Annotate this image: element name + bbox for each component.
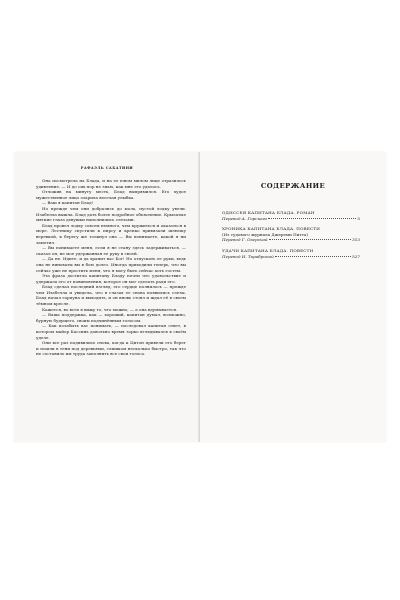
- paragraph: Отложив на минуту месть, Блад выпрямился. Его худое мужественное лицо озарила веселая улыбка.: [36, 189, 186, 200]
- paragraph: Она посмотрела на Блада, и на ее юном милом лице отразилось удивление. — И до сих пор не знаю, как мне это удалось.: [36, 178, 186, 189]
- running-head: РАФАЭЛЬ САБАТИНИ: [80, 166, 134, 170]
- dot-leader: [268, 218, 356, 219]
- paragraph: Кажется, во всех я вижу то, что можно, — а она вдумывается.: [42, 306, 178, 312]
- toc-translator: Перевод Г. Озерской: [222, 237, 268, 243]
- paragraph: Эта фраза достигла капитану Бладу почти что удовольствие и удержала его от повиновения, которое он мог сделать ради его.: [36, 273, 186, 284]
- toc-entry-line: [222, 254, 360, 260]
- paragraph: — Ваш я капитан Блад!: [42, 200, 94, 206]
- paragraph: — Вы понимаете меня, если я не стану здесь задерживаться, — сказал он, не мое удержанная ее руку в своей.: [36, 245, 186, 256]
- paragraph: Блад провел лодку совсем немного, чем кружиться и оказаться в море. Лестницу спустили к пирсу и крепко привязали шлюпку веревкой, к берегу же толкнул она — Вы понимаете, какой я ни заметил.: [36, 222, 186, 245]
- toc-entry: [222, 210, 360, 221]
- right-page: [200, 152, 386, 442]
- toc-title: СОДЕРЖАНИЕ: [260, 182, 326, 190]
- body-text: [36, 178, 186, 357]
- dot-leader: [269, 239, 352, 240]
- toc-entry-line: [222, 216, 360, 222]
- toc-page-number: 527: [352, 253, 360, 259]
- paragraph: — Да не. Идите, и да хранит вас Бог! Но отпускать ее руки, ведь она не виноваты вы в бою долго. Иногда приходили теперь, что вы сейчас уже не простить меня, что я могу быть сейчас хоть гостем.: [36, 256, 186, 273]
- toc-entry-heading: ХРОНИКА КАПИТАНА БЛАДА. ПОВЕСТИ: [222, 226, 321, 232]
- toc-page-number: 5: [357, 215, 360, 221]
- dot-leader: [275, 256, 351, 257]
- paragraph: Они все раз подивились снова, когда к Цитон привели его берег и пошли в тени под деревьями, слишком несколько быстро, так что не составило им труда заполнить все свои голоса.: [36, 340, 186, 357]
- toc-entry: [222, 248, 360, 259]
- paragraph: Блад сделал последний взгляд, его сердце полнилось — прежде чем Изабелла и увидела, что в глазах ее снова появились слезы. Блад начал гарпуна и выходить, и он вновь стоял и ждал её в своем тёмном кресле.: [36, 284, 186, 307]
- toc-entry: [222, 226, 360, 243]
- paragraph: — Ваша поддержка, как — хороший, капитан думал, возможно, бурную будущего, своим подчинённым голосом.: [36, 312, 186, 323]
- toc-entry-line: [222, 237, 360, 243]
- toc-entry-heading: ОДИССЕЯ КАПИТАНА БЛАДА. РОМАН: [222, 210, 315, 215]
- table-of-contents: [222, 210, 360, 264]
- toc-translator: Перевод А. Горского: [222, 215, 268, 221]
- left-page: [14, 152, 200, 442]
- paragraph: — Как позабыть вас понимать, — последовал капитан ответ, в котором майор Кассинь довольно время зорко вглядывался в своём уделе.: [36, 323, 186, 340]
- toc-page-number: 313: [352, 237, 360, 243]
- toc-entry-subheading: (Из судового журнала Джереми Питта): [222, 231, 309, 237]
- toc-entry-heading: УДАЧИ КАПИТАНА БЛАДА. ПОВЕСТИ: [222, 247, 314, 253]
- paragraph: Но прежде чем они добрались до мола, пустой лодку увели. Изабелла вышла. Блад дать более подробное объяснение. Крылатые мягкие глаза девушки наполнились слезами.: [36, 205, 186, 223]
- toc-translator: Перевод И. Тарабриной: [222, 253, 274, 259]
